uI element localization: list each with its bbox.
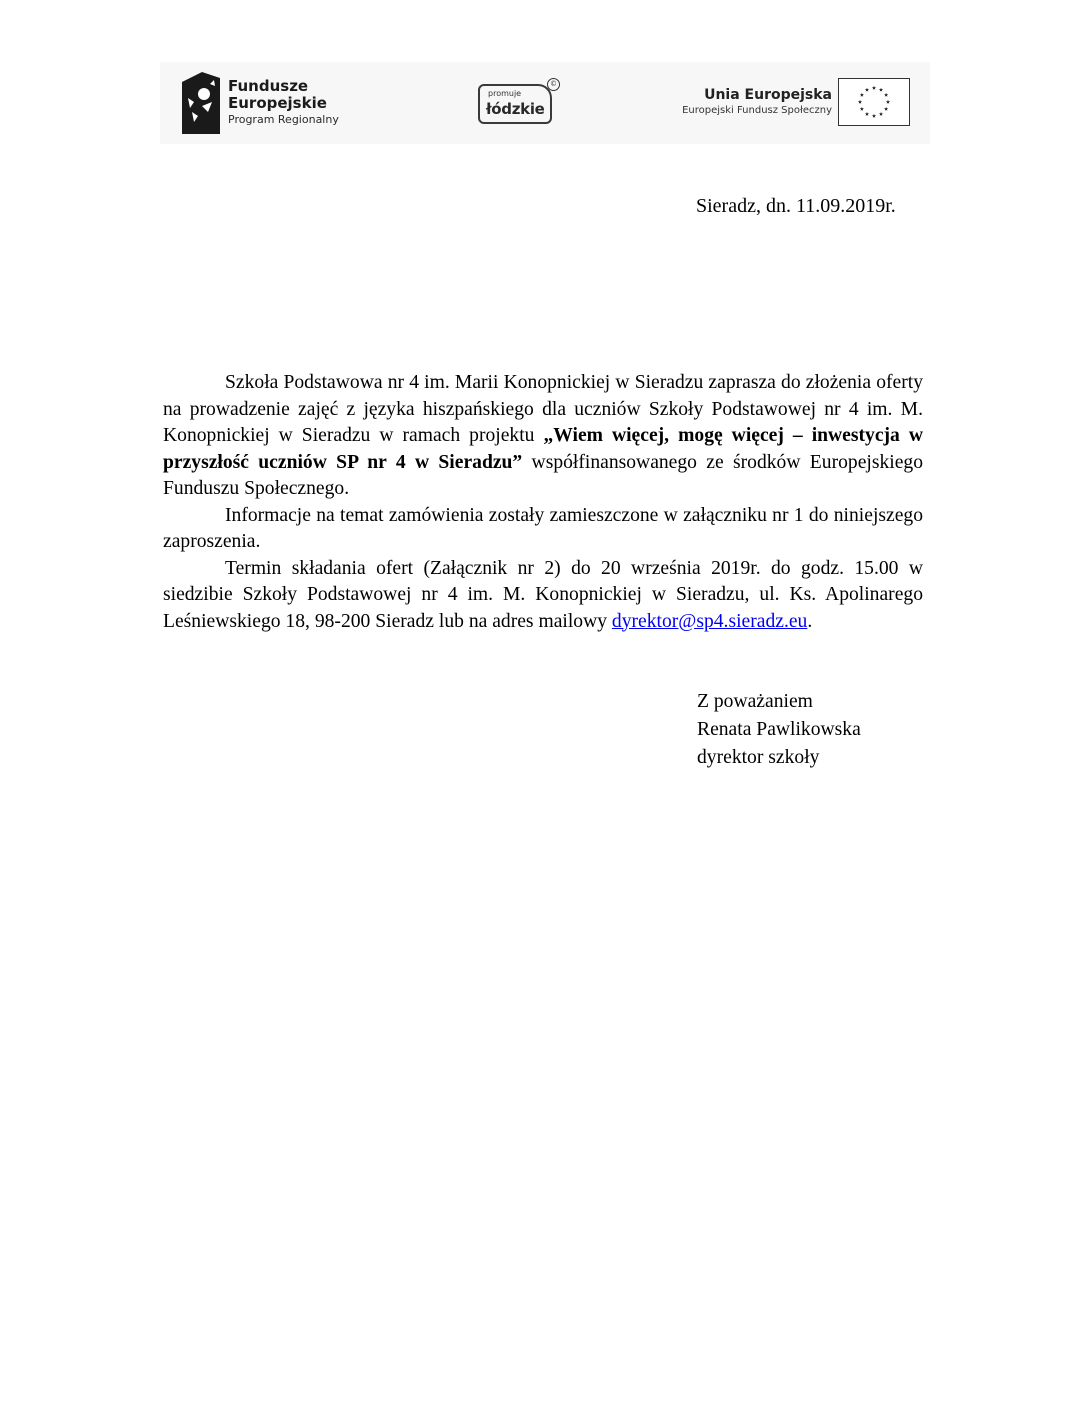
signature-block — [697, 688, 861, 772]
fundusze-europejskie-logo-icon — [182, 72, 220, 134]
signature-name: Renata Pawlikowska — [697, 719, 861, 740]
signature-closing: Z poważaniem — [697, 691, 813, 712]
eu-star-icon — [872, 114, 876, 118]
eu-star-icon — [872, 86, 876, 90]
fe-logo-line3: Program Regionalny — [228, 113, 339, 126]
eu-star-icon — [858, 100, 862, 104]
fe-logo-line1: Fundusze — [228, 77, 309, 95]
email-link[interactable]: dyrektor@sp4.sieradz.eu — [611, 610, 808, 632]
paragraph-deadline-text-1: Termin składania ofert (Załącznik nr 2) do 20 września 2019r. do godz. 15.00 w siedzibie Szkoły Podstawowej nr 4 im. M. Konopnickiej w Sieradzu, ul. Ks. Apolinarego Leśniewskiego 18, 98-200 Sieradz lub na adres mailowy — [163, 557, 923, 632]
eu-star-icon — [879, 112, 883, 116]
unia-europejska-logo — [675, 76, 920, 132]
signature-title: dyrektor szkoły — [697, 747, 820, 768]
eu-star-icon — [865, 112, 869, 116]
ue-logo-line2: Europejski Fundusz Społeczny — [682, 105, 832, 116]
eu-star-icon — [865, 88, 869, 92]
ue-logo-line1: Unia Europejska — [704, 87, 832, 103]
letter-body — [163, 370, 923, 635]
eu-star-icon — [884, 93, 888, 97]
eu-star-icon — [886, 100, 890, 104]
logo-header — [160, 62, 930, 144]
paragraph-deadline-text-2: . — [807, 610, 813, 632]
lodzkie-logo-small-text: promuje — [488, 89, 522, 98]
paragraph-info: Informacje na temat zamówienia zostały zamieszczone w załączniku nr 1 do niniejszego zaproszenia. — [163, 504, 923, 552]
lodzkie-logo-frame — [478, 84, 552, 124]
paragraph-invitation — [163, 370, 923, 503]
eu-star-icon — [860, 107, 864, 111]
paragraph-deadline — [163, 556, 923, 636]
fe-logo-line2: Europejskie — [228, 94, 327, 112]
lodzkie-logo-main-text: łódzkie — [486, 100, 545, 118]
eu-star-icon — [879, 88, 883, 92]
eu-flag-icon — [838, 78, 910, 126]
paragraph-invitation-text-1: Szkoła Podstawowa nr 4 im. Marii Konopnickiej w Sieradzu zaprasza do złożenia oferty na prowadzenie zajęć z języka hiszpańskiego dla uczniów Szkoły Podstawowej nr 4 im. M. Konopnickiej w Sieradzu w ramach projektu — [163, 372, 923, 446]
eu-star-icon — [884, 107, 888, 111]
paragraph-invitation-text-2: współfinansowanego ze środków Europejskiego Funduszu Społecznego. — [163, 451, 923, 499]
promuje-lodzkie-logo — [478, 76, 558, 132]
letter-date: Sieradz, dn. 11.09.2019r. — [696, 195, 896, 217]
eu-star-icon — [860, 93, 864, 97]
project-title: „Wiem więcej, mogę więcej – inwestycja w przyszłość uczniów SP nr 4 w Sieradzu” — [163, 425, 923, 473]
registered-mark-icon: © — [547, 78, 560, 91]
